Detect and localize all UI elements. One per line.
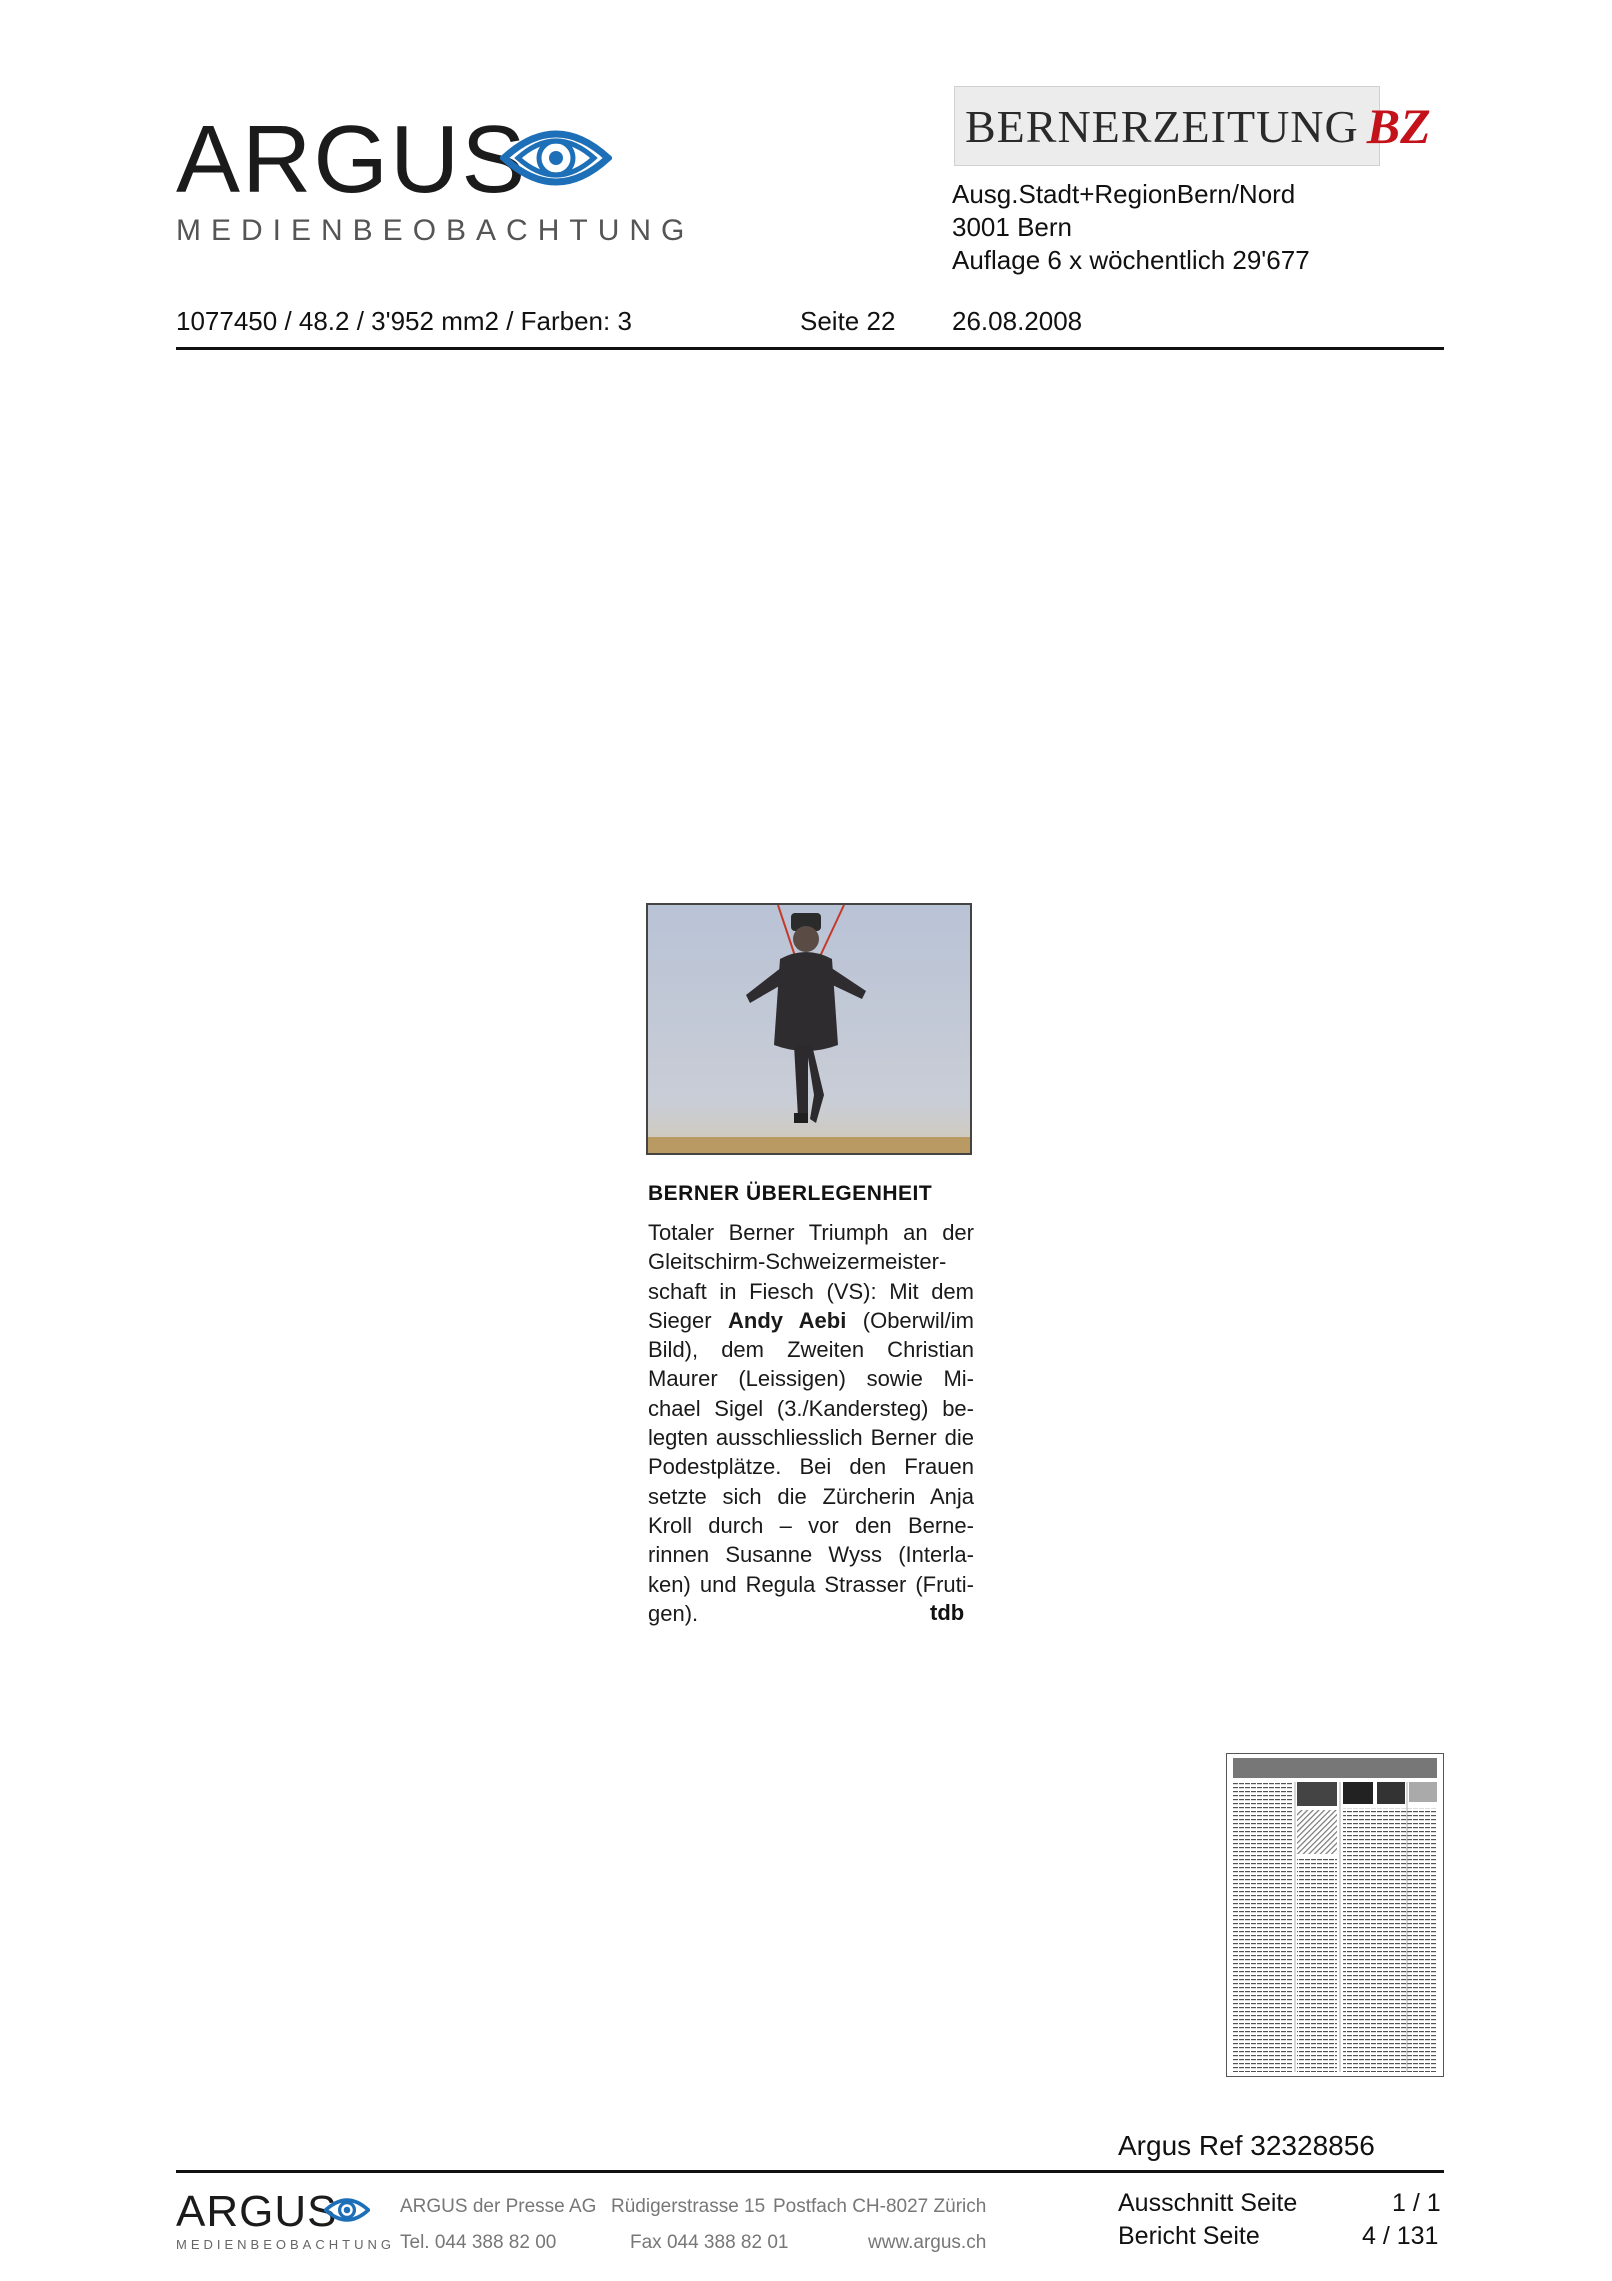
report-page-label: Bericht Seite xyxy=(1118,2222,1260,2250)
clip-info: 1077450 / 48.2 / 3'952 mm2 / Farben: 3 xyxy=(176,306,632,336)
argus-logo xyxy=(176,106,695,248)
article-body-part-2: (Oberwil/im Bild), dem Zweiten Christian Maurer (Leissigen) sowie Michael Sigel (3./Kandersteg) belegten ausschliesslich Berner die Podestplätze. Bei den Frauen setzte sich die Zürcherin Anja Kroll durch – vor den Bernerinnen Susanne Wyss (Interlaken) und Regula Strasser (Frutigen). xyxy=(648,1307,974,1626)
edition: Ausg.Stadt+RegionBern/Nord xyxy=(952,179,1296,209)
footer-divider xyxy=(176,2170,1444,2173)
newspaper-mark: BZ xyxy=(1366,98,1431,154)
berner-zeitung-logo xyxy=(954,86,1431,166)
winner-name: Andy Aebi xyxy=(728,1307,847,1333)
article-body xyxy=(648,1218,974,1628)
publication-info xyxy=(952,178,1310,277)
newspaper-thumbnail xyxy=(1226,1753,1444,2077)
footer-postbox: Postfach CH-8027 Zürich xyxy=(773,2196,987,2217)
argus-logo-small-word: ARGUS xyxy=(176,2187,338,2236)
circulation: Auflage 6 x wöchentlich 29'677 xyxy=(952,245,1310,275)
argus-reference: Argus Ref 32328856 xyxy=(1118,2130,1375,2161)
clip-page-value: 1 / 1 xyxy=(1392,2189,1441,2217)
city: 3001 Bern xyxy=(952,212,1072,242)
header-divider xyxy=(176,347,1444,350)
page-number: Seite 22 xyxy=(800,306,896,336)
footer-company: ARGUS der Presse AG xyxy=(400,2196,597,2217)
article-title: BERNER ÜBERLEGENHEIT xyxy=(648,1182,933,1205)
footer-web: www.argus.ch xyxy=(868,2232,987,2253)
argus-logo-small-subtitle: MEDIENBEOBACHTUNG xyxy=(176,2237,395,2252)
newspaper-name: BERNERZEITUNG xyxy=(965,100,1359,152)
article-body-part-1: Totaler Berner Triumph an der Gleitschirm-Schweizermeisterschaft in Fiesch (VS): Mit dem Sieger xyxy=(648,1220,974,1333)
argus-logo-subtitle: MEDIENBEOBACHTUNG xyxy=(176,214,695,247)
article-author: tdb xyxy=(930,1600,965,1625)
argus-logo-word: ARGUS xyxy=(176,106,528,213)
argus-eye-icon xyxy=(500,118,612,198)
paraglider-photo xyxy=(646,903,972,1155)
clip-page-label: Ausschnitt Seite xyxy=(1118,2189,1298,2217)
argus-eye-small-icon xyxy=(324,2193,370,2227)
publication-date: 26.08.2008 xyxy=(952,306,1083,336)
footer-tel: Tel. 044 388 82 00 xyxy=(400,2232,557,2253)
footer-fax: Fax 044 388 82 01 xyxy=(630,2232,789,2253)
footer-street: Rüdigerstrasse 15 xyxy=(611,2196,766,2217)
report-page-value: 4 / 131 xyxy=(1362,2222,1439,2250)
